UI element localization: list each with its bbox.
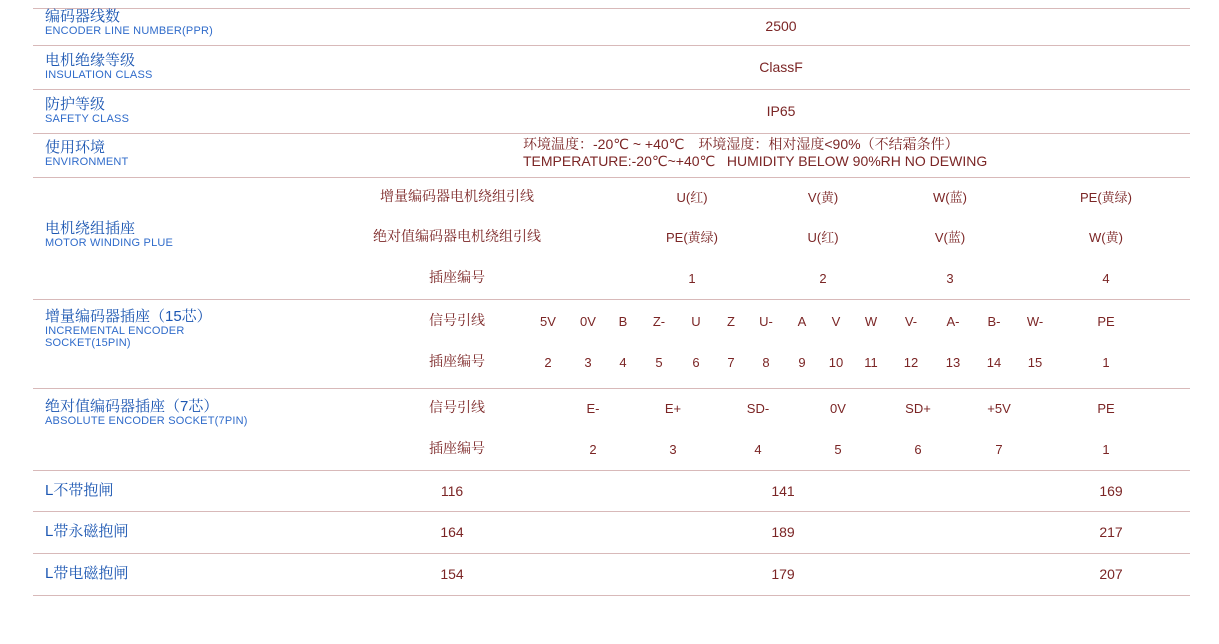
length-cell: 141 xyxy=(771,483,795,499)
row-label-insulation-class xyxy=(45,53,153,81)
label-zh: 电机绝缘等级 xyxy=(45,52,136,69)
signal-row-label: 信号引线 xyxy=(429,399,485,415)
pin-cell: 5 xyxy=(834,442,842,457)
length-cell: 116 xyxy=(440,483,464,499)
environment-value-zh: 环境温度：-20℃ ~ +40℃ 环境湿度：相对湿度<90%（不结霜条件） xyxy=(523,136,959,152)
pin-cell: 8 xyxy=(762,355,770,370)
motor-row-label: 插座编号 xyxy=(429,269,485,285)
row-label-length-no-brake xyxy=(45,483,113,499)
pin-cell: 6 xyxy=(914,442,922,457)
label-en: MOTOR WINDING PLUE xyxy=(45,237,174,249)
label-en: SAFETY CLASS xyxy=(45,113,130,125)
label-zh: 增量编码器插座（15芯） xyxy=(45,308,212,325)
signal-cell: +5V xyxy=(987,401,1011,416)
label-zh: 编码器线数 xyxy=(45,8,121,25)
label-en: INCREMENTAL ENCODER xyxy=(45,325,185,337)
table-divider xyxy=(33,388,1190,389)
motor-cell: 2 xyxy=(819,271,827,286)
pin-cell: 1 xyxy=(1102,442,1110,457)
label-zh: 防护等级 xyxy=(45,96,106,113)
label-en: SOCKET(15PIN) xyxy=(45,337,131,349)
pin-cell: 4 xyxy=(619,355,627,370)
motor-cell: V(黄) xyxy=(807,190,839,205)
pin-cell: 2 xyxy=(544,355,552,370)
length-cell: 169 xyxy=(1099,483,1123,499)
signal-cell: E- xyxy=(586,401,600,416)
label-zh: L带电磁抱闸 xyxy=(45,565,129,582)
signal-cell: 0V xyxy=(830,401,846,416)
pin-cell: 3 xyxy=(584,355,592,370)
row-label-encoder-line-number xyxy=(45,9,213,37)
length-cell: 217 xyxy=(1099,524,1123,540)
table-divider xyxy=(33,470,1190,471)
row-label-incremental-encoder-socket xyxy=(45,309,212,349)
label-zh: 电机绕组插座 xyxy=(45,220,136,237)
signal-cell: U- xyxy=(759,314,773,329)
pin-cell: 7 xyxy=(727,355,735,370)
signal-cell: Z xyxy=(727,314,735,329)
row-label-absolute-encoder-socket xyxy=(45,399,248,427)
signal-cell: E+ xyxy=(664,401,682,416)
signal-cell: 5V xyxy=(540,314,556,329)
length-cell: 179 xyxy=(771,566,795,582)
value-safety-class: IP65 xyxy=(766,103,796,119)
signal-cell: B- xyxy=(987,314,1001,329)
pin-cell: 10 xyxy=(828,355,844,370)
motor-cell: PE(黄绿) xyxy=(1079,190,1133,205)
signal-cell: U xyxy=(691,314,701,329)
label-en: INSULATION CLASS xyxy=(45,69,153,81)
signal-cell: V- xyxy=(904,314,918,329)
length-cell: 164 xyxy=(440,524,464,540)
signal-cell: 0V xyxy=(580,314,596,329)
label-zh: 绝对值编码器插座（7芯） xyxy=(45,398,219,415)
pin-cell: 2 xyxy=(589,442,597,457)
value-insulation-class: ClassF xyxy=(759,59,803,75)
pin-cell: 4 xyxy=(754,442,762,457)
motor-row-label: 增量编码器电机绕组引线 xyxy=(380,188,534,204)
motor-cell: W(黄) xyxy=(1089,230,1123,245)
motor-cell: U(红) xyxy=(676,190,708,205)
table-divider xyxy=(33,299,1190,300)
signal-cell: SD+ xyxy=(905,401,931,416)
signal-cell: A- xyxy=(946,314,960,329)
row-label-motor-winding-plug xyxy=(45,221,173,249)
pin-cell: 12 xyxy=(903,355,919,370)
pin-cell: 1 xyxy=(1102,355,1110,370)
motor-cell: W(蓝) xyxy=(933,190,967,205)
motor-cell: PE(黄绿) xyxy=(665,230,719,245)
length-cell: 189 xyxy=(771,524,795,540)
label-en: ENVIRONMENT xyxy=(45,156,129,168)
row-label-length-permanent-magnet-brake xyxy=(45,524,128,540)
table-divider xyxy=(33,511,1190,512)
pin-row-label: 插座编号 xyxy=(429,353,485,369)
row-label-safety-class xyxy=(45,97,129,125)
motor-cell: 4 xyxy=(1102,271,1110,286)
length-cell: 207 xyxy=(1099,566,1123,582)
signal-cell: SD- xyxy=(746,401,770,416)
table-divider xyxy=(33,133,1190,134)
signal-cell: V xyxy=(831,314,841,329)
signal-row-label: 信号引线 xyxy=(429,312,485,328)
label-en: ENCODER LINE NUMBER(PPR) xyxy=(45,25,213,37)
signal-cell: PE xyxy=(1097,314,1115,329)
length-cell: 154 xyxy=(440,566,464,582)
pin-cell: 11 xyxy=(864,355,878,370)
signal-cell: Z- xyxy=(652,314,666,329)
table-divider xyxy=(33,45,1190,46)
motor-cell: V(蓝) xyxy=(934,230,966,245)
pin-row-label: 插座编号 xyxy=(429,440,485,456)
label-en: ABSOLUTE ENCODER SOCKET(7PIN) xyxy=(45,415,248,427)
label-zh: L带永磁抱闸 xyxy=(45,523,129,540)
table-divider xyxy=(33,553,1190,554)
table-divider xyxy=(33,177,1190,178)
table-divider xyxy=(33,595,1190,596)
signal-cell: PE xyxy=(1097,401,1115,416)
pin-cell: 14 xyxy=(986,355,1002,370)
signal-cell: W xyxy=(864,314,878,329)
pin-cell: 5 xyxy=(655,355,663,370)
environment-value-en: TEMPERATURE:-20℃~+40℃ HUMIDITY BELOW 90%RH NO DEWING xyxy=(523,153,988,169)
motor-cell: 3 xyxy=(946,271,954,286)
row-label-length-electromagnetic-brake xyxy=(45,566,128,582)
signal-cell: B xyxy=(618,314,628,329)
pin-cell: 3 xyxy=(669,442,677,457)
motor-row-label: 绝对值编码器电机绕组引线 xyxy=(373,228,541,244)
label-zh: 使用环境 xyxy=(45,139,106,156)
motor-cell: 1 xyxy=(688,271,696,286)
row-label-environment xyxy=(45,140,128,168)
pin-cell: 15 xyxy=(1027,355,1043,370)
signal-cell: W- xyxy=(1026,314,1044,329)
table-divider xyxy=(33,89,1190,90)
pin-cell: 7 xyxy=(995,442,1003,457)
pin-cell: 9 xyxy=(798,355,806,370)
motor-cell: U(红) xyxy=(807,230,839,245)
pin-cell: 6 xyxy=(692,355,700,370)
value-encoder-line-number: 2500 xyxy=(765,18,797,34)
label-zh: L不带抱闸 xyxy=(45,482,114,499)
pin-cell: 13 xyxy=(945,355,961,370)
signal-cell: A xyxy=(797,314,807,329)
